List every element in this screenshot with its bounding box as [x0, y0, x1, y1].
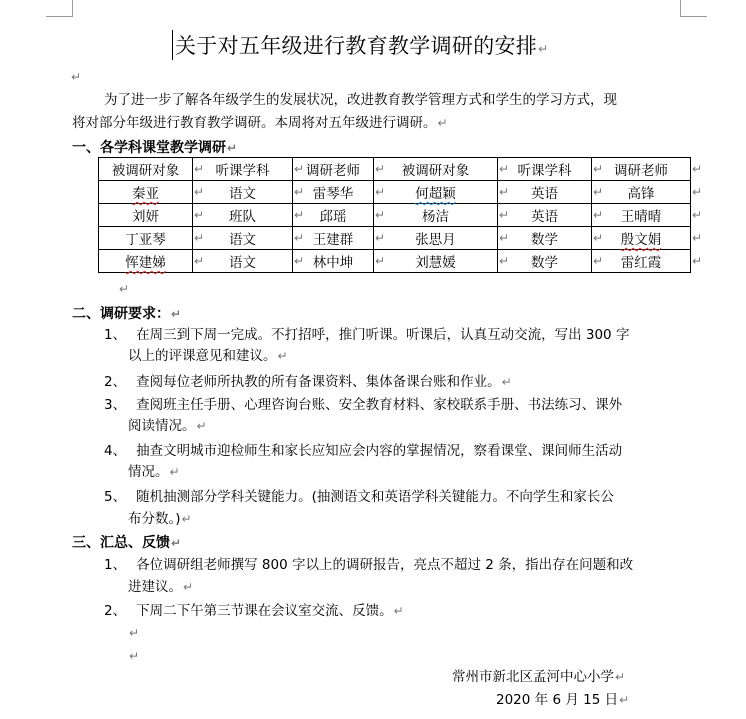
requirement-item-4[interactable]: 4、 抽查文明城市迎检师生和家长应知应会内容的掌握情况，察看课堂、课间师生活动 [104, 443, 623, 459]
requirement-item-3[interactable]: 3、 查阅班主任手册、心理咨询台账、安全教育材料、家校联系手册、书法练习、课外 [104, 397, 623, 413]
table-header-cell[interactable]: 听课学科 ↵ [193, 158, 293, 181]
paragraph-mark: ↵ [71, 70, 82, 84]
requirement-item-1-cont[interactable]: 以上的评课意见和建议。↵ [128, 348, 288, 364]
paragraph-mark: ↵ [129, 649, 140, 663]
table-cell[interactable]: 恽建娣 ↵ [99, 250, 193, 273]
feedback-item-1[interactable]: 1、 各位调研组老师撰写 800 字以上的调研报告，亮点不超过 2 条，指出存在问题和改 [104, 557, 634, 573]
table-cell[interactable]: 刘妍 ↵ [99, 204, 193, 227]
table-header-row [99, 158, 691, 181]
paragraph-mark: ↵ [129, 626, 140, 640]
crop-mark-right [680, 0, 707, 17]
table-row [99, 204, 691, 227]
table-cell[interactable]: 数学 ↵ [498, 250, 592, 273]
table-cell[interactable]: 邱瑶 ↵ [293, 204, 374, 227]
requirement-item-3-cont[interactable]: 阅读情况。↵ [128, 418, 207, 434]
document-title[interactable]: 关于对五年级进行教育教学调研的安排↵ [172, 30, 548, 60]
requirement-item-5-cont[interactable]: 布分数。)↵ [128, 511, 192, 527]
section-1-heading[interactable]: 一、各学科课堂教学调研↵ [72, 140, 238, 156]
table-cell[interactable]: 杨洁 ↵ [374, 204, 498, 227]
table-cell[interactable]: 雷红霞 ↵ [592, 250, 691, 273]
table-row [99, 227, 691, 250]
signature-date[interactable]: 2020 年 6 月 15 日↵ [496, 692, 630, 708]
table-cell[interactable]: 林中坤 ↵ [293, 250, 374, 273]
table-header-cell[interactable]: 调研老师 ↵ [293, 158, 374, 181]
requirement-item-5[interactable]: 5、 随机抽测部分学科关键能力。(抽测语文和英语学科关键能力。不向学生和家长公 [104, 489, 614, 505]
crop-mark-left [46, 0, 73, 17]
table-cell[interactable]: 高锋 ↵ [592, 181, 691, 204]
requirement-item-1[interactable]: 1、 在周三到下周一完成。不打招呼，推门听课。听课后，认真互动交流，写出 300 字 [104, 327, 630, 343]
table-header-cell[interactable]: 被调研对象 ↵ [374, 158, 498, 181]
table-cell[interactable]: 殷文娟 ↵ [592, 227, 691, 250]
feedback-item-2[interactable]: 2、 下周二下午第三节课在会议室交流、反馈。↵ [104, 603, 404, 619]
table-cell[interactable]: 秦亚 ↵ [99, 181, 193, 204]
table-cell[interactable]: 张思月 ↵ [374, 227, 498, 250]
table-cell[interactable]: 英语 ↵ [498, 204, 592, 227]
table-row [99, 250, 691, 273]
table-cell[interactable]: 班队 ↵ [193, 204, 293, 227]
table-cell[interactable]: 语文 ↵ [193, 227, 293, 250]
table-cell[interactable]: 语文 ↵ [193, 181, 293, 204]
intro-line-1[interactable]: 为了进一步了解各年级学生的发展状况，改进教育教学管理方式和学生的学习方式，现 [104, 92, 617, 108]
section-3-heading[interactable]: 三、汇总、反馈↵ [72, 535, 182, 551]
table-cell[interactable]: 雷琴华 ↵ [293, 181, 374, 204]
table-cell[interactable]: 王晴晴 ↵ [592, 204, 691, 227]
feedback-item-1-cont[interactable]: 进建议。↵ [128, 579, 194, 595]
requirement-item-4-cont[interactable]: 情况。↵ [128, 464, 180, 480]
table-cell[interactable]: 英语 ↵ [498, 181, 592, 204]
requirement-item-2[interactable]: 2、 查阅每位老师所执教的所有备课资料、集体备课台账和作业。↵ [104, 374, 512, 390]
table-cell[interactable]: 王建群 ↵ [293, 227, 374, 250]
schedule-table [98, 157, 702, 273]
table-cell[interactable]: 数学 ↵ [498, 227, 592, 250]
table-header-cell[interactable]: 听课学科 ↵ [498, 158, 592, 181]
table-cell[interactable]: 刘慧媛 ↵ [374, 250, 498, 273]
signature-organization[interactable]: 常州市新北区孟河中心小学↵ [452, 669, 626, 685]
table-cell[interactable]: 何超颖 ↵ [374, 181, 498, 204]
table-row [99, 181, 691, 204]
table-header-cell[interactable]: 调研老师 ↵ [592, 158, 691, 181]
section-2-heading[interactable]: 二、调研要求：↵ [72, 306, 182, 322]
table-cell[interactable]: 丁亚琴 ↵ [99, 227, 193, 250]
table-header-cell[interactable]: 被调研对象 ↵ [99, 158, 193, 181]
intro-line-2[interactable]: 将对部分年级进行教育教学调研。本周将对五年级进行调研。↵ [72, 115, 448, 131]
paragraph-mark: ↵ [119, 282, 130, 296]
table-cell[interactable]: 语文 ↵ [193, 250, 293, 273]
